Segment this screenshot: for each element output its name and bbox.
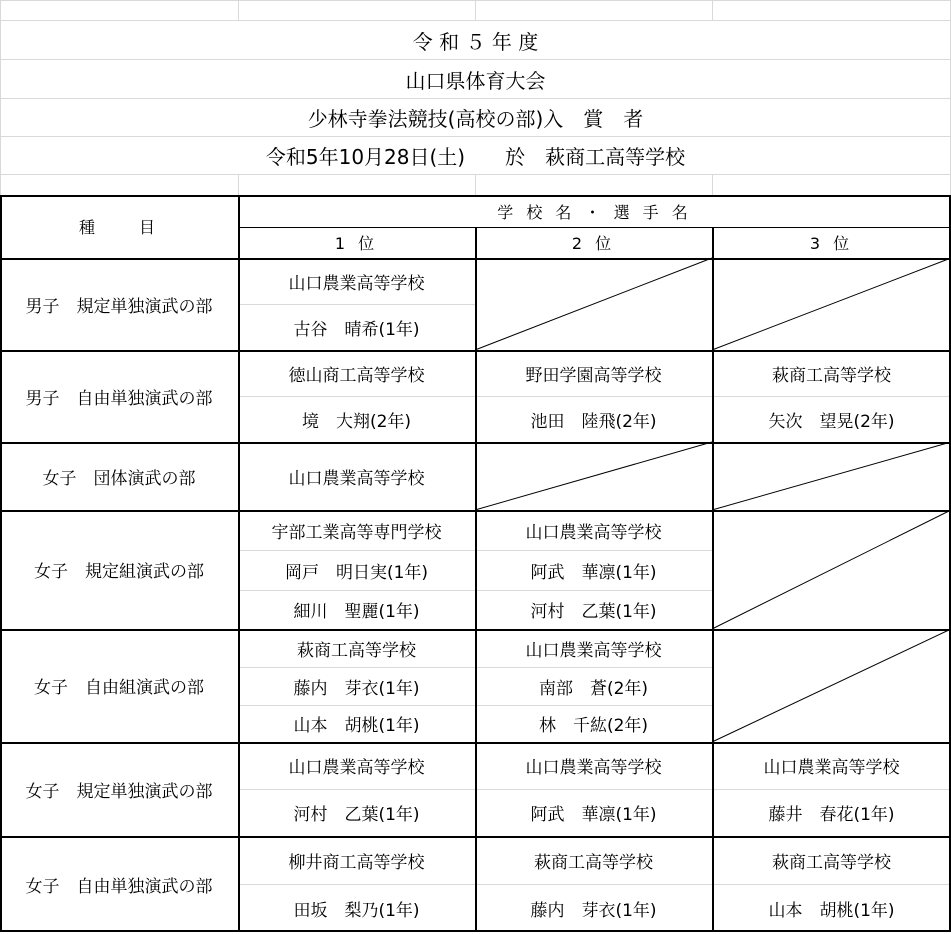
- player-name: 藤内 芽衣(1年): [293, 678, 420, 699]
- empty-slash: [475, 258, 712, 350]
- gridline-col: [238, 0, 239, 20]
- school-name: 山口農業高等学校: [525, 522, 662, 543]
- school-name: 山口農業高等学校: [763, 758, 900, 778]
- place-divider: [475, 227, 477, 932]
- event-title: 山口県体育大会: [405, 68, 546, 93]
- school-name: 山口農業高等学校: [288, 273, 425, 294]
- player-name: 河村 乙葉(1年): [293, 805, 420, 825]
- gridline-col: [238, 174, 239, 195]
- player-name: 阿武 華凛(1年): [530, 805, 657, 825]
- event-name: 女子 団体演武の部: [42, 468, 196, 489]
- school-name: 野田学園高等学校: [525, 365, 662, 386]
- school-name: 萩商工高等学校: [772, 852, 891, 873]
- date-venue-line: 令和5年10月28日(土) 於 萩商工高等学校: [265, 145, 686, 169]
- event-name: 男子 規定単独演武の部: [25, 296, 213, 317]
- player-name: 藤内 芽衣(1年): [530, 900, 657, 921]
- rank-header-2: 2 位: [571, 234, 616, 253]
- gridline-col: [475, 0, 476, 20]
- player-name: 林 千紘(2年): [538, 716, 649, 736]
- empty-slash: [712, 510, 951, 629]
- category-divider: [238, 195, 240, 932]
- school-name: 宇部工業高等専門学校: [271, 522, 442, 543]
- rank-header-3: 3 位: [809, 234, 854, 253]
- player-name: 山本 胡桃(1年): [768, 900, 895, 921]
- school-name: 山口農業高等学校: [525, 640, 662, 661]
- school-name: 萩商工高等学校: [534, 852, 653, 873]
- event-name: 女子 自由単独演武の部: [25, 876, 213, 897]
- player-name: 山本 胡桃(1年): [293, 716, 420, 736]
- table-left-border: [0, 195, 2, 932]
- competition-title: 少林寺拳法競技(高校の部)入 賞 者: [307, 107, 644, 131]
- school-name: 山口農業高等学校: [525, 758, 662, 778]
- school-name: 山口農業高等学校: [288, 758, 425, 778]
- school-player-header: 学 校 名 ・ 選 手 名: [497, 202, 692, 222]
- event-name: 女子 規定単独演武の部: [25, 781, 213, 802]
- era-year-title: 令 和 ５ 年 度: [412, 29, 539, 54]
- school-name: 萩商工高等学校: [297, 640, 416, 661]
- event-name: 女子 自由組演武の部: [34, 678, 204, 698]
- rank-header-1: 1 位: [334, 234, 379, 253]
- empty-slash: [475, 442, 712, 510]
- player-name: 矢次 望晃(2年): [768, 411, 895, 432]
- player-name: 古谷 晴希(1年): [293, 319, 420, 340]
- player-name: 池田 陸飛(2年): [530, 411, 657, 432]
- gridline-col: [712, 174, 713, 195]
- category-header: 種 目: [78, 218, 159, 237]
- event-name: 女子 規定組演武の部: [34, 562, 204, 582]
- empty-slash: [712, 258, 951, 350]
- player-name: 南部 蒼(2年): [538, 678, 649, 699]
- place-divider: [712, 227, 714, 932]
- school-name: 徳山商工高等学校: [288, 365, 425, 386]
- gridline-col: [712, 0, 713, 20]
- player-name: 河村 乙葉(1年): [530, 602, 657, 622]
- school-name: 柳井商工高等学校: [288, 852, 425, 873]
- player-name: 藤井 春花(1年): [768, 805, 895, 825]
- player-name: 細川 聖麗(1年): [293, 602, 420, 622]
- player-name: 境 大翔(2年): [301, 411, 412, 432]
- empty-slash: [712, 442, 951, 510]
- player-name: 田坂 梨乃(1年): [293, 900, 420, 921]
- gridline-col: [475, 174, 476, 195]
- player-name: 阿武 華凛(1年): [530, 562, 657, 583]
- empty-slash: [712, 629, 951, 742]
- event-name: 男子 自由単独演武の部: [25, 388, 213, 409]
- school-name: 萩商工高等学校: [772, 365, 891, 386]
- school-name: 山口農業高等学校: [288, 468, 425, 489]
- player-name: 岡戸 明日実(1年): [284, 562, 429, 583]
